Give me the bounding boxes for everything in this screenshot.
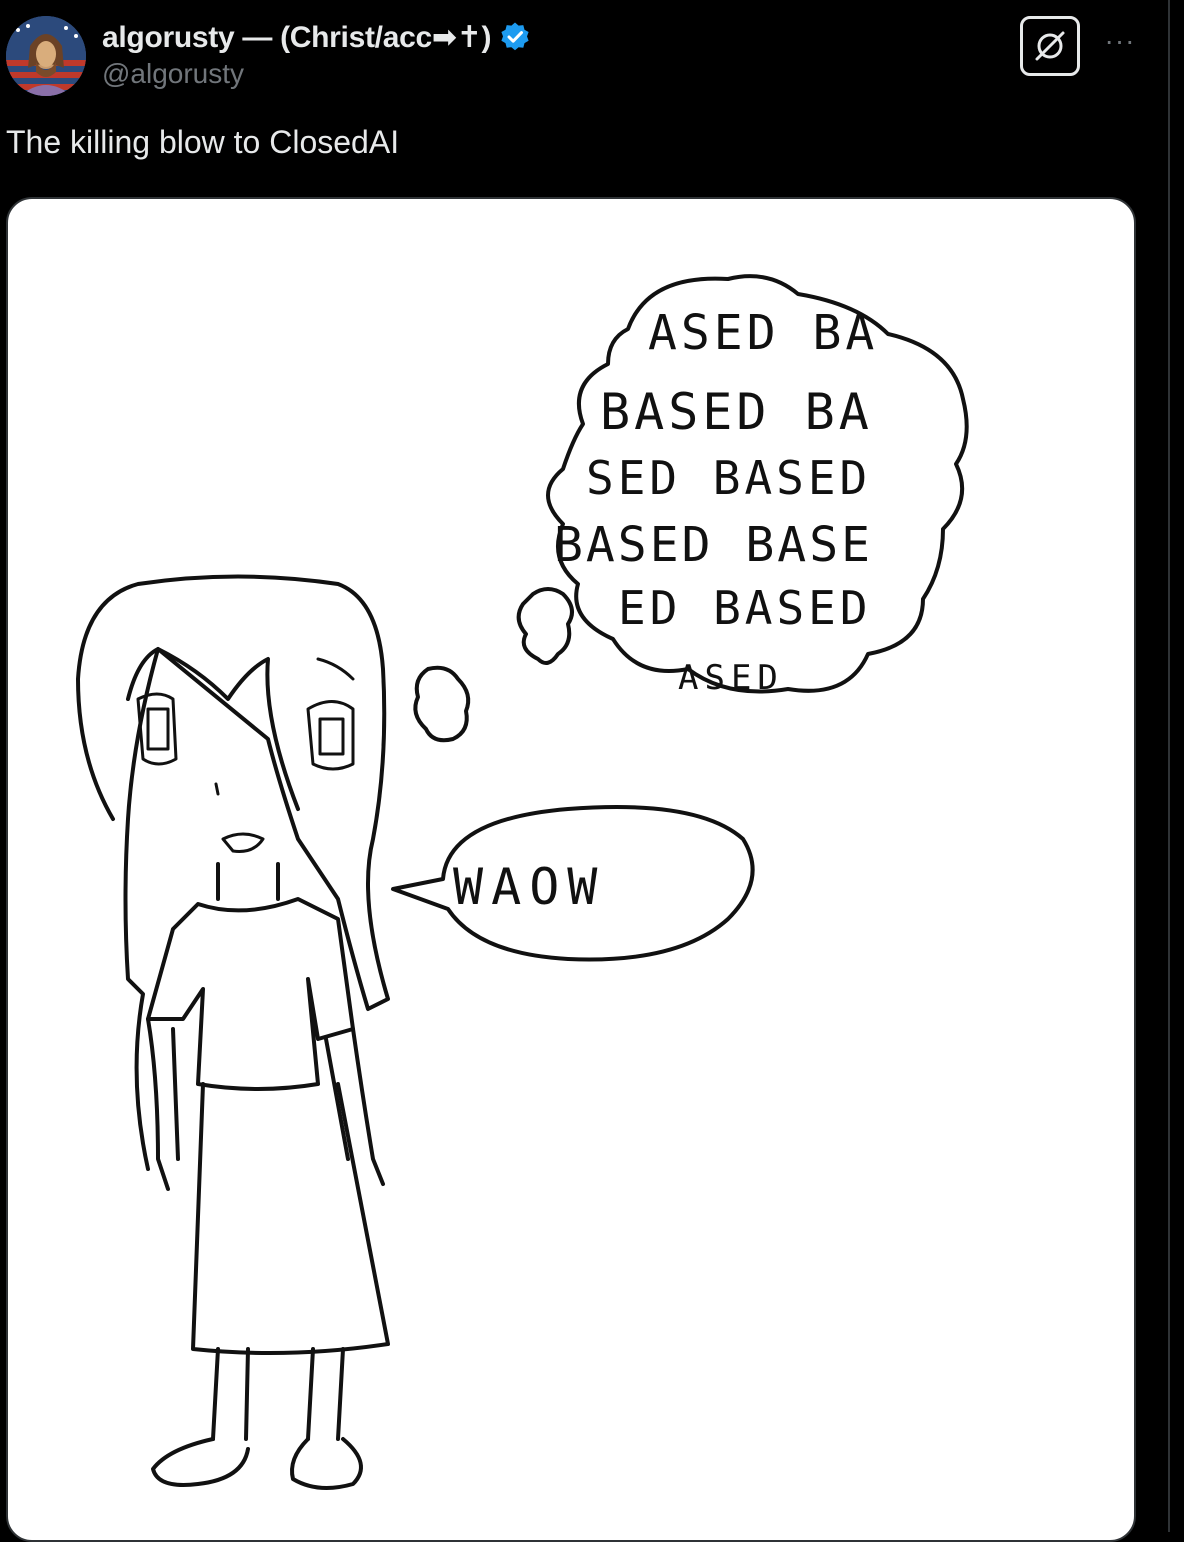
tweet-text: The killing blow to ClosedAI [6,124,400,160]
thought-line-3: SED BASED [586,451,872,505]
avatar[interactable] [6,16,86,96]
thought-line-6: ASED [678,658,784,698]
girl-shoe-right [292,1439,361,1488]
avatar-image [6,16,86,96]
thought-line-5: ED BASED [618,581,872,635]
grok-button[interactable] [1020,16,1080,76]
speech-text: WAOW [453,858,606,916]
thought-line-4: BASED BASE [554,517,873,573]
author-row [102,16,531,58]
author-handle[interactable]: @algorusty [102,58,245,89]
girl-neck [218,864,278,899]
girl-brow-right [318,659,353,679]
girl-skirt [193,1084,388,1353]
girl-legs [213,1349,343,1439]
girl-shirt [148,899,353,1089]
girl-hair [78,577,388,1170]
thought-puff-small [415,668,468,741]
verified-badge-icon [499,21,531,53]
author-display-name[interactable]: algorusty — (Christ/acc➡✝) [102,20,492,54]
more-options-button[interactable]: ··· [1104,25,1136,56]
girl-nose [216,784,218,794]
girl-eye-right [308,702,353,770]
timeline-border [1168,0,1170,1532]
comic-drawing [8,199,1136,1542]
girl-arm-left [148,1019,178,1189]
thought-line-2: BASED BA [600,383,873,441]
tweet-media-image[interactable] [6,197,1136,1542]
girl-shoe-left [153,1439,248,1485]
thought-puff-large [519,589,572,663]
thought-line-1: ASED BA [648,305,879,361]
grok-slash-icon [1032,28,1068,64]
girl-mouth [223,834,263,852]
